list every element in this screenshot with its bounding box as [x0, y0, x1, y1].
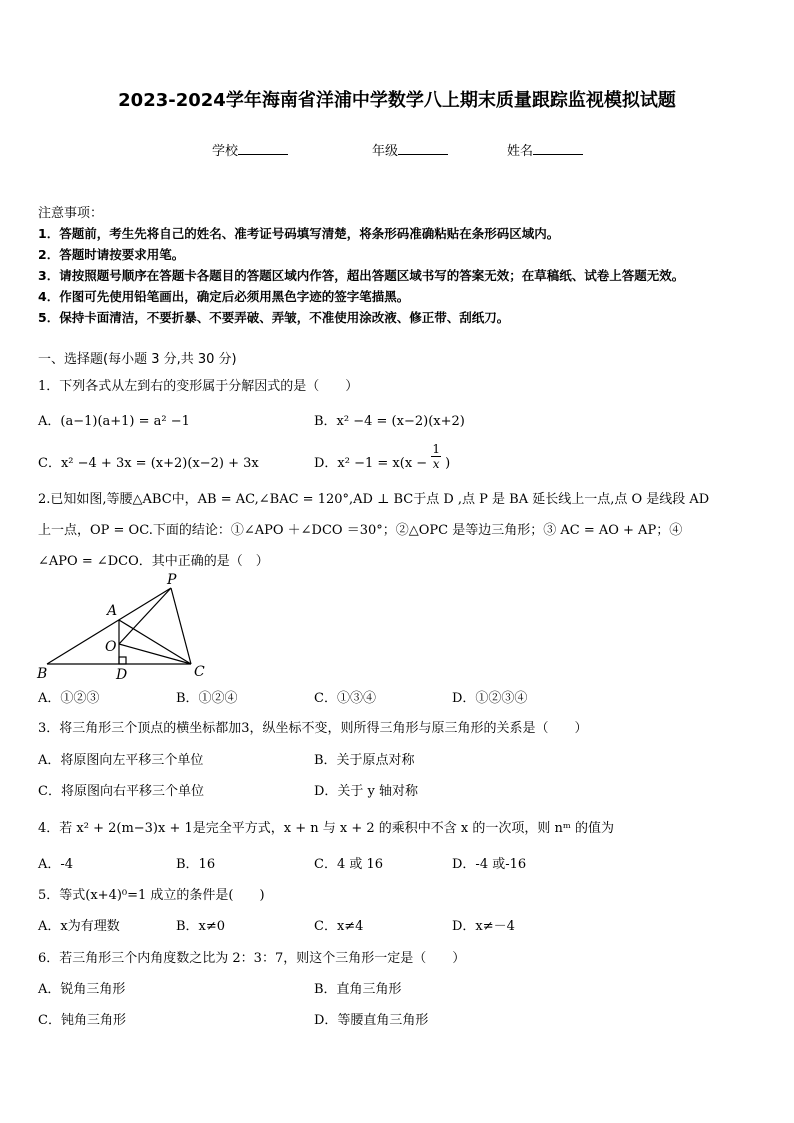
segment-pc: [171, 588, 191, 664]
q2-option-a[interactable]: A．①②③: [38, 691, 100, 706]
right-angle-mark: [119, 657, 126, 664]
notice-item: 1．答题前，考生先将自己的姓名、准考证号码填写清楚，将条形码准确粘贴在条形码区域内。: [38, 226, 560, 241]
q6-option-c[interactable]: C．钝角三角形: [38, 1013, 126, 1028]
label-a: A: [107, 603, 118, 619]
notice-title: 注意事项：: [38, 206, 104, 221]
school-field[interactable]: [212, 140, 288, 159]
q2-option-d[interactable]: D．①②③④: [452, 691, 528, 706]
q3-option-a[interactable]: A．将原图向左平移三个单位: [38, 753, 204, 768]
q1-d-prefix: D．x² −1 = x(x −: [314, 456, 428, 471]
q3-stem: 3．将三角形三个顶点的横坐标都加3，纵坐标不变，则所得三角形与原三角形的关系是（ ）: [38, 721, 588, 736]
q2-line3: ∠APO = ∠DCO．其中正确的是（ ）: [38, 554, 269, 569]
triangle-diagram: [34, 570, 224, 682]
q1-d-fraction: [431, 442, 441, 471]
q6-option-b[interactable]: B．直角三角形: [314, 982, 402, 997]
grade-field[interactable]: [372, 140, 448, 159]
q6-option-d[interactable]: D．等腰直角三角形: [314, 1013, 429, 1028]
q4-option-c[interactable]: C．4 或 16: [314, 857, 384, 872]
school-blank[interactable]: [238, 142, 288, 155]
q1-option-d[interactable]: [314, 442, 450, 472]
q3-option-c[interactable]: C．将原图向右平移三个单位: [38, 784, 204, 799]
q4-option-d[interactable]: D．-4 或-16: [452, 857, 527, 872]
q2-option-b[interactable]: B．①②④: [176, 691, 238, 706]
q1-d-suffix: ): [445, 456, 451, 471]
q2-line1: 2.已知如图,等腰△ABC中，AB = AC,∠BAC = 120°,AD ⊥ BC于点 D ,点 P 是 BA 延长线上一点,点 O 是线段 AD: [38, 492, 710, 507]
label-o: O: [105, 639, 117, 655]
q1-option-a[interactable]: A．(a−1)(a+1) = a² −1: [38, 414, 190, 429]
q1-option-c[interactable]: C．x² −4 + 3x = (x+2)(x−2) + 3x: [38, 456, 259, 471]
q6-stem: 6．若三角形三个内角度数之比为 2：3：7，则这个三角形一定是（ ）: [38, 951, 466, 966]
segment-ac: [119, 620, 191, 664]
segment-oc: [119, 644, 191, 664]
q4-option-a[interactable]: A．-4: [38, 857, 74, 872]
name-blank[interactable]: [533, 142, 583, 155]
notice-item: 3．请按照题号顺序在答题卡各题目的答题区域内作答，超出答题区域书写的答案无效；在草稿纸、试卷上答题无效。: [38, 268, 685, 283]
q1-stem: 1．下列各式从左到右的变形属于分解因式的是（ ）: [38, 379, 359, 394]
notice-item: 5．保持卡面清洁，不要折暴、不要弄破、弄皱，不准使用涂改液、修正带、刮纸刀。: [38, 310, 510, 325]
notice-item: 2．答题时请按要求用笔。: [38, 247, 185, 262]
q5-option-c[interactable]: C．x≠4: [314, 919, 364, 934]
school-label: 学校: [212, 144, 239, 159]
q5-option-b[interactable]: B．x≠0: [176, 919, 226, 934]
label-p: P: [167, 572, 177, 588]
q6-option-a[interactable]: A．锐角三角形: [38, 982, 126, 997]
q2-option-c[interactable]: C．①③④: [314, 691, 376, 706]
name-label: 姓名: [507, 144, 534, 159]
grade-label: 年级: [372, 144, 399, 159]
label-b: B: [37, 666, 48, 682]
label-c: C: [194, 664, 205, 680]
q3-option-d[interactable]: D．关于 y 轴对称: [314, 784, 419, 799]
q1-option-b[interactable]: B．x² −4 = (x−2)(x+2): [314, 414, 465, 429]
q5-stem: 5．等式(x+4)⁰=1 成立的条件是( ): [38, 888, 265, 903]
name-field[interactable]: [507, 140, 583, 159]
q5-option-d[interactable]: D．x≠－4: [452, 919, 515, 934]
section-heading: 一、选择题(每小题 3 分,共 30 分): [38, 352, 237, 367]
q1-d-denominator: x: [432, 457, 440, 471]
q4-option-b[interactable]: B．16: [176, 857, 216, 872]
q1-d-numerator: 1: [432, 442, 440, 456]
label-d: D: [116, 667, 128, 682]
page-title: 2023-2024学年海南省洋浦中学数学八上期末质量跟踪监视模拟试题: [118, 90, 676, 111]
q3-option-b[interactable]: B．关于原点对称: [314, 753, 415, 768]
grade-blank[interactable]: [398, 142, 448, 155]
q5-option-a[interactable]: A．x为有理数: [38, 919, 120, 934]
notice-item: 4．作图可先使用铅笔画出，确定后必须用黑色字迹的签字笔描黑。: [38, 289, 410, 304]
q4-stem: 4．若 x² + 2(m−3)x + 1是完全平方式，x + n 与 x + 2 的乘积中不含 x 的一次项，则 nᵐ 的值为: [38, 821, 614, 836]
q2-line2: 上一点，OP = OC.下面的结论：①∠APO ＋∠DCO ＝30°；②△OPC 是等边三角形；③ AC = AO + AP；④: [38, 523, 683, 538]
